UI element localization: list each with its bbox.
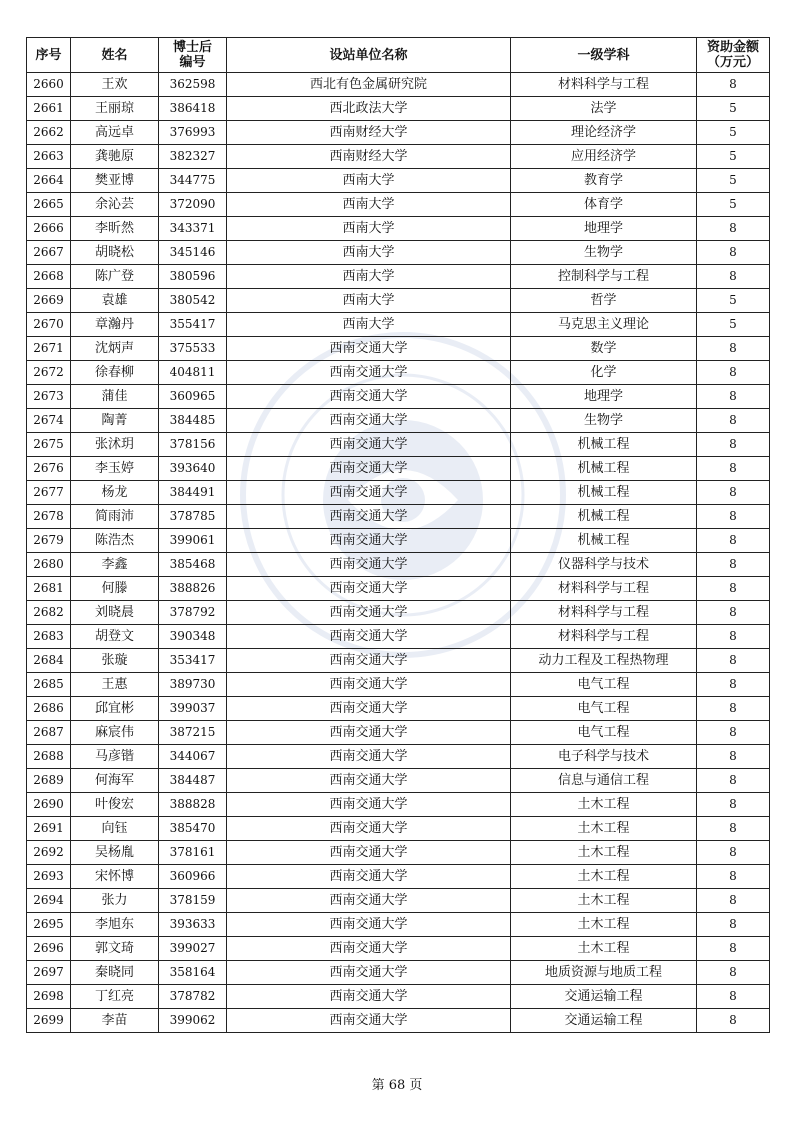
postdoc-id-cell: 343371 [159, 217, 227, 241]
table-header-row [27, 38, 770, 73]
postdoc-id-cell: 378785 [159, 505, 227, 529]
discipline-cell: 材料科学与工程 [511, 73, 697, 97]
row-index-cell: 2693 [27, 865, 71, 889]
row-index-cell: 2686 [27, 697, 71, 721]
name-cell: 高远卓 [71, 121, 159, 145]
discipline-cell: 材料科学与工程 [511, 625, 697, 649]
column-header: 设站单位名称 [227, 38, 511, 73]
postdoc-id-cell: 399062 [159, 1009, 227, 1033]
name-cell: 龚驰原 [71, 145, 159, 169]
postdoc-id-cell: 399027 [159, 937, 227, 961]
name-cell: 张璇 [71, 649, 159, 673]
row-index-cell: 2668 [27, 265, 71, 289]
discipline-cell: 理论经济学 [511, 121, 697, 145]
discipline-cell: 哲学 [511, 289, 697, 313]
institution-cell: 西南交通大学 [227, 937, 511, 961]
amount-cell: 8 [697, 937, 770, 961]
postdoc-id-cell: 376993 [159, 121, 227, 145]
table-row [27, 265, 770, 289]
amount-cell: 8 [697, 577, 770, 601]
postdoc-id-cell: 382327 [159, 145, 227, 169]
table-row [27, 217, 770, 241]
table-row [27, 169, 770, 193]
discipline-cell: 地质资源与地质工程 [511, 961, 697, 985]
discipline-cell: 机械工程 [511, 433, 697, 457]
institution-cell: 西南交通大学 [227, 985, 511, 1009]
postdoc-id-cell: 384487 [159, 769, 227, 793]
name-cell: 李旭东 [71, 913, 159, 937]
postdoc-id-cell: 389730 [159, 673, 227, 697]
table-row [27, 577, 770, 601]
row-index-cell: 2677 [27, 481, 71, 505]
column-header: 博士后 编号 [159, 38, 227, 73]
institution-cell: 西南交通大学 [227, 889, 511, 913]
name-cell: 秦晓同 [71, 961, 159, 985]
postdoc-id-cell: 393640 [159, 457, 227, 481]
row-index-cell: 2671 [27, 337, 71, 361]
amount-cell: 8 [697, 409, 770, 433]
name-cell: 王欢 [71, 73, 159, 97]
table-row [27, 241, 770, 265]
institution-cell: 西南交通大学 [227, 865, 511, 889]
postdoc-id-cell: 380542 [159, 289, 227, 313]
row-index-cell: 2684 [27, 649, 71, 673]
row-index-cell: 2673 [27, 385, 71, 409]
name-cell: 邱宜彬 [71, 697, 159, 721]
row-index-cell: 2695 [27, 913, 71, 937]
discipline-cell: 生物学 [511, 241, 697, 265]
institution-cell: 西南交通大学 [227, 697, 511, 721]
row-index-cell: 2692 [27, 841, 71, 865]
amount-cell: 5 [697, 289, 770, 313]
table-row [27, 145, 770, 169]
amount-cell: 8 [697, 961, 770, 985]
row-index-cell: 2691 [27, 817, 71, 841]
institution-cell: 西北政法大学 [227, 97, 511, 121]
name-cell: 余沁芸 [71, 193, 159, 217]
name-cell: 张力 [71, 889, 159, 913]
amount-cell: 8 [697, 625, 770, 649]
name-cell: 郭文琦 [71, 937, 159, 961]
amount-cell: 8 [697, 505, 770, 529]
institution-cell: 西南交通大学 [227, 721, 511, 745]
amount-cell: 5 [697, 121, 770, 145]
discipline-cell: 控制科学与工程 [511, 265, 697, 289]
institution-cell: 西南交通大学 [227, 433, 511, 457]
amount-cell: 8 [697, 889, 770, 913]
institution-cell: 西南交通大学 [227, 361, 511, 385]
table-row [27, 409, 770, 433]
table-body [27, 73, 770, 1033]
row-index-cell: 2678 [27, 505, 71, 529]
name-cell: 李鑫 [71, 553, 159, 577]
amount-cell: 8 [697, 481, 770, 505]
table-row [27, 889, 770, 913]
name-cell: 陈浩杰 [71, 529, 159, 553]
amount-cell: 8 [697, 217, 770, 241]
row-index-cell: 2687 [27, 721, 71, 745]
discipline-cell: 土木工程 [511, 841, 697, 865]
postdoc-id-cell: 404811 [159, 361, 227, 385]
table-row [27, 529, 770, 553]
postdoc-id-cell: 355417 [159, 313, 227, 337]
discipline-cell: 地理学 [511, 385, 697, 409]
name-cell: 蒲佳 [71, 385, 159, 409]
discipline-cell: 土木工程 [511, 865, 697, 889]
amount-cell: 8 [697, 865, 770, 889]
column-header: 序号 [27, 38, 71, 73]
row-index-cell: 2667 [27, 241, 71, 265]
discipline-cell: 电子科学与技术 [511, 745, 697, 769]
page-number: 第 68 页 [371, 1078, 423, 1093]
discipline-cell: 土木工程 [511, 889, 697, 913]
institution-cell: 西北有色金属研究院 [227, 73, 511, 97]
row-index-cell: 2675 [27, 433, 71, 457]
institution-cell: 西南大学 [227, 169, 511, 193]
name-cell: 沈炳声 [71, 337, 159, 361]
postdoc-id-cell: 393633 [159, 913, 227, 937]
institution-cell: 西南交通大学 [227, 505, 511, 529]
postdoc-id-cell: 362598 [159, 73, 227, 97]
postdoc-id-cell: 344067 [159, 745, 227, 769]
amount-cell: 8 [697, 1009, 770, 1033]
name-cell: 袁雄 [71, 289, 159, 313]
discipline-cell: 马克思主义理论 [511, 313, 697, 337]
amount-cell: 8 [697, 601, 770, 625]
amount-cell: 8 [697, 745, 770, 769]
postdoc-id-cell: 387215 [159, 721, 227, 745]
table-row [27, 865, 770, 889]
amount-cell: 8 [697, 841, 770, 865]
funding-table [26, 37, 770, 1033]
row-index-cell: 2699 [27, 1009, 71, 1033]
amount-cell: 8 [697, 361, 770, 385]
institution-cell: 西南交通大学 [227, 553, 511, 577]
name-cell: 李玉婷 [71, 457, 159, 481]
discipline-cell: 土木工程 [511, 937, 697, 961]
table-row [27, 481, 770, 505]
amount-cell: 5 [697, 169, 770, 193]
discipline-cell: 机械工程 [511, 529, 697, 553]
institution-cell: 西南交通大学 [227, 625, 511, 649]
row-index-cell: 2688 [27, 745, 71, 769]
amount-cell: 8 [697, 433, 770, 457]
amount-cell: 8 [697, 553, 770, 577]
discipline-cell: 材料科学与工程 [511, 577, 697, 601]
row-index-cell: 2672 [27, 361, 71, 385]
amount-cell: 8 [697, 913, 770, 937]
column-header: 资助金额 （万元） [697, 38, 770, 73]
institution-cell: 西南大学 [227, 193, 511, 217]
institution-cell: 西南大学 [227, 265, 511, 289]
institution-cell: 西南财经大学 [227, 145, 511, 169]
name-cell: 何海军 [71, 769, 159, 793]
institution-cell: 西南交通大学 [227, 337, 511, 361]
table-row [27, 313, 770, 337]
name-cell: 杨龙 [71, 481, 159, 505]
name-cell: 章瀚丹 [71, 313, 159, 337]
postdoc-id-cell: 380596 [159, 265, 227, 289]
row-index-cell: 2662 [27, 121, 71, 145]
name-cell: 麻宸伟 [71, 721, 159, 745]
postdoc-id-cell: 360965 [159, 385, 227, 409]
table-row [27, 649, 770, 673]
postdoc-id-cell: 399037 [159, 697, 227, 721]
amount-cell: 8 [697, 241, 770, 265]
row-index-cell: 2697 [27, 961, 71, 985]
amount-cell: 5 [697, 145, 770, 169]
institution-cell: 西南交通大学 [227, 961, 511, 985]
postdoc-id-cell: 378159 [159, 889, 227, 913]
postdoc-id-cell: 384491 [159, 481, 227, 505]
amount-cell: 8 [697, 985, 770, 1009]
row-index-cell: 2696 [27, 937, 71, 961]
discipline-cell: 法学 [511, 97, 697, 121]
institution-cell: 西南大学 [227, 217, 511, 241]
discipline-cell: 化学 [511, 361, 697, 385]
discipline-cell: 土木工程 [511, 817, 697, 841]
row-index-cell: 2660 [27, 73, 71, 97]
discipline-cell: 信息与通信工程 [511, 769, 697, 793]
table-row [27, 73, 770, 97]
table-row [27, 97, 770, 121]
row-index-cell: 2698 [27, 985, 71, 1009]
institution-cell: 西南交通大学 [227, 577, 511, 601]
amount-cell: 8 [697, 721, 770, 745]
institution-cell: 西南大学 [227, 241, 511, 265]
row-index-cell: 2664 [27, 169, 71, 193]
table-row [27, 1009, 770, 1033]
institution-cell: 西南交通大学 [227, 649, 511, 673]
institution-cell: 西南交通大学 [227, 745, 511, 769]
amount-cell: 8 [697, 529, 770, 553]
table-row [27, 697, 770, 721]
postdoc-id-cell: 390348 [159, 625, 227, 649]
name-cell: 吴杨胤 [71, 841, 159, 865]
row-index-cell: 2670 [27, 313, 71, 337]
name-cell: 胡晓松 [71, 241, 159, 265]
discipline-cell: 动力工程及工程热物理 [511, 649, 697, 673]
discipline-cell: 地理学 [511, 217, 697, 241]
name-cell: 陶菁 [71, 409, 159, 433]
amount-cell: 8 [697, 73, 770, 97]
institution-cell: 西南交通大学 [227, 601, 511, 625]
row-index-cell: 2683 [27, 625, 71, 649]
name-cell: 李苗 [71, 1009, 159, 1033]
institution-cell: 西南交通大学 [227, 817, 511, 841]
institution-cell: 西南交通大学 [227, 913, 511, 937]
amount-cell: 5 [697, 313, 770, 337]
postdoc-id-cell: 378792 [159, 601, 227, 625]
discipline-cell: 仪器科学与技术 [511, 553, 697, 577]
postdoc-id-cell: 388828 [159, 793, 227, 817]
postdoc-id-cell: 399061 [159, 529, 227, 553]
postdoc-id-cell: 344775 [159, 169, 227, 193]
table-row [27, 457, 770, 481]
institution-cell: 西南大学 [227, 313, 511, 337]
institution-cell: 西南交通大学 [227, 457, 511, 481]
institution-cell: 西南交通大学 [227, 529, 511, 553]
table-row [27, 289, 770, 313]
name-cell: 李昕然 [71, 217, 159, 241]
amount-cell: 8 [697, 385, 770, 409]
institution-cell: 西南财经大学 [227, 121, 511, 145]
institution-cell: 西南大学 [227, 289, 511, 313]
postdoc-id-cell: 372090 [159, 193, 227, 217]
table-row [27, 625, 770, 649]
table-row [27, 193, 770, 217]
table-row [27, 673, 770, 697]
name-cell: 王惠 [71, 673, 159, 697]
postdoc-id-cell: 358164 [159, 961, 227, 985]
postdoc-id-cell: 345146 [159, 241, 227, 265]
row-index-cell: 2680 [27, 553, 71, 577]
postdoc-id-cell: 353417 [159, 649, 227, 673]
amount-cell: 5 [697, 193, 770, 217]
row-index-cell: 2694 [27, 889, 71, 913]
institution-cell: 西南交通大学 [227, 673, 511, 697]
row-index-cell: 2689 [27, 769, 71, 793]
postdoc-id-cell: 384485 [159, 409, 227, 433]
discipline-cell: 应用经济学 [511, 145, 697, 169]
postdoc-id-cell: 378782 [159, 985, 227, 1009]
row-index-cell: 2663 [27, 145, 71, 169]
name-cell: 胡登文 [71, 625, 159, 649]
table-row [27, 337, 770, 361]
name-cell: 简雨沛 [71, 505, 159, 529]
table-row [27, 601, 770, 625]
postdoc-id-cell: 378156 [159, 433, 227, 457]
amount-cell: 8 [697, 649, 770, 673]
row-index-cell: 2661 [27, 97, 71, 121]
table-row [27, 121, 770, 145]
postdoc-id-cell: 385470 [159, 817, 227, 841]
institution-cell: 西南交通大学 [227, 793, 511, 817]
postdoc-id-cell: 385468 [159, 553, 227, 577]
name-cell: 刘晓晨 [71, 601, 159, 625]
table-row [27, 793, 770, 817]
discipline-cell: 土木工程 [511, 793, 697, 817]
discipline-cell: 土木工程 [511, 913, 697, 937]
name-cell: 张沭玥 [71, 433, 159, 457]
postdoc-id-cell: 388826 [159, 577, 227, 601]
name-cell: 樊亚博 [71, 169, 159, 193]
name-cell: 宋怀博 [71, 865, 159, 889]
table-row [27, 937, 770, 961]
table-row [27, 433, 770, 457]
name-cell: 马彦锴 [71, 745, 159, 769]
row-index-cell: 2674 [27, 409, 71, 433]
amount-cell: 8 [697, 457, 770, 481]
table-row [27, 721, 770, 745]
discipline-cell: 生物学 [511, 409, 697, 433]
postdoc-id-cell: 386418 [159, 97, 227, 121]
table-row [27, 505, 770, 529]
row-index-cell: 2665 [27, 193, 71, 217]
discipline-cell: 教育学 [511, 169, 697, 193]
column-header: 一级学科 [511, 38, 697, 73]
discipline-cell: 机械工程 [511, 457, 697, 481]
discipline-cell: 材料科学与工程 [511, 601, 697, 625]
table-row [27, 361, 770, 385]
discipline-cell: 交通运输工程 [511, 1009, 697, 1033]
name-cell: 陈广登 [71, 265, 159, 289]
amount-cell: 8 [697, 817, 770, 841]
row-index-cell: 2666 [27, 217, 71, 241]
discipline-cell: 机械工程 [511, 481, 697, 505]
name-cell: 王丽琼 [71, 97, 159, 121]
table-row [27, 769, 770, 793]
table-row [27, 817, 770, 841]
amount-cell: 8 [697, 337, 770, 361]
table-row [27, 985, 770, 1009]
amount-cell: 5 [697, 97, 770, 121]
amount-cell: 8 [697, 697, 770, 721]
name-cell: 何滕 [71, 577, 159, 601]
amount-cell: 8 [697, 769, 770, 793]
name-cell: 向钰 [71, 817, 159, 841]
discipline-cell: 电气工程 [511, 673, 697, 697]
table-row [27, 913, 770, 937]
row-index-cell: 2690 [27, 793, 71, 817]
row-index-cell: 2681 [27, 577, 71, 601]
row-index-cell: 2669 [27, 289, 71, 313]
table-row [27, 385, 770, 409]
discipline-cell: 数学 [511, 337, 697, 361]
discipline-cell: 电气工程 [511, 721, 697, 745]
table-row [27, 553, 770, 577]
postdoc-id-cell: 360966 [159, 865, 227, 889]
institution-cell: 西南交通大学 [227, 481, 511, 505]
row-index-cell: 2679 [27, 529, 71, 553]
institution-cell: 西南交通大学 [227, 409, 511, 433]
discipline-cell: 体育学 [511, 193, 697, 217]
name-cell: 丁红亮 [71, 985, 159, 1009]
institution-cell: 西南交通大学 [227, 841, 511, 865]
discipline-cell: 交通运输工程 [511, 985, 697, 1009]
name-cell: 徐春柳 [71, 361, 159, 385]
amount-cell: 8 [697, 265, 770, 289]
row-index-cell: 2685 [27, 673, 71, 697]
amount-cell: 8 [697, 793, 770, 817]
institution-cell: 西南交通大学 [227, 385, 511, 409]
name-cell: 叶俊宏 [71, 793, 159, 817]
institution-cell: 西南交通大学 [227, 769, 511, 793]
amount-cell: 8 [697, 673, 770, 697]
row-index-cell: 2676 [27, 457, 71, 481]
postdoc-id-cell: 375533 [159, 337, 227, 361]
institution-cell: 西南交通大学 [227, 1009, 511, 1033]
table-row [27, 961, 770, 985]
row-index-cell: 2682 [27, 601, 71, 625]
column-header: 姓名 [71, 38, 159, 73]
discipline-cell: 电气工程 [511, 697, 697, 721]
table-row [27, 841, 770, 865]
postdoc-id-cell: 378161 [159, 841, 227, 865]
table-row [27, 745, 770, 769]
discipline-cell: 机械工程 [511, 505, 697, 529]
